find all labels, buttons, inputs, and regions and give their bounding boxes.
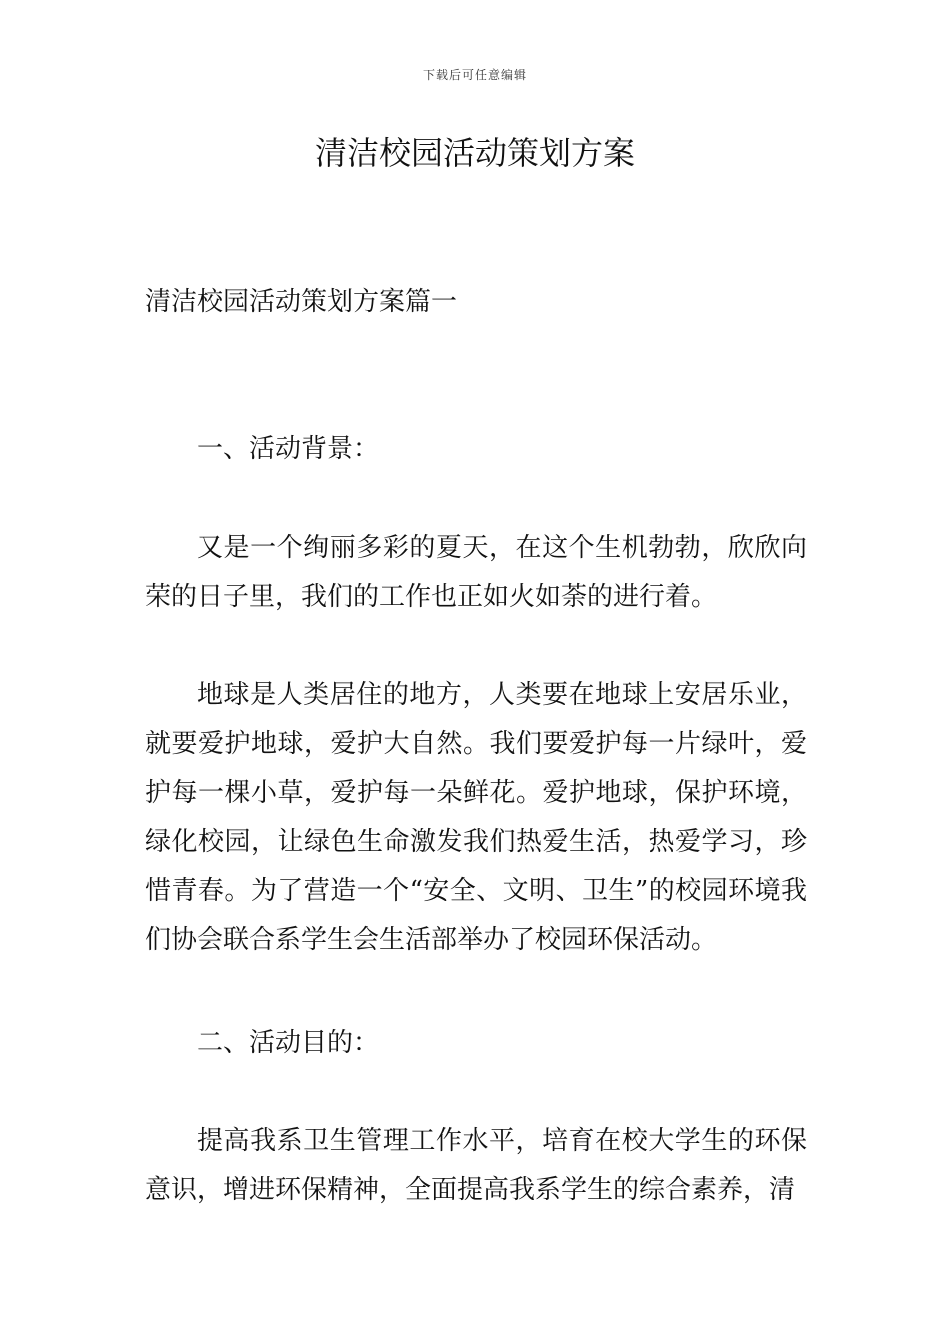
paragraph-background-2: 地球是人类居住的地方，人类要在地球上安居乐业，就要爱护地球，爱护大自然。我们要爱护每一片绿叶，爱护每一棵小草，爱护每一朵鲜花。爱护地球，保护环境，绿化校园，让绿色生命激发我们热爱生活，热爱学习，珍惜青春。为了营造一个“安全、文明、卫生”的校园环境我们协会联合系学生会生活部举办了校园环保活动。 — [145, 680, 807, 955]
paragraph-background-1: 又是一个绚丽多彩的夏天，在这个生机勃勃，欣欣向荣的日子里，我们的工作也正如火如荼的进行着。 — [145, 533, 807, 612]
section-heading-purpose: 二、活动目的： — [197, 1028, 380, 1058]
section-heading-background: 一、活动背景： — [197, 434, 380, 464]
header-note: 下载后可任意编辑 — [422, 68, 527, 82]
document-title: 清洁校园活动策划方案 — [314, 134, 635, 172]
document-subtitle: 清洁校园活动策划方案篇一 — [145, 287, 458, 317]
paragraph-purpose-1: 提高我系卫生管理工作水平，培育在校大学生的环保意识，增进环保精神，全面提高我系学生的综合素养，清 — [145, 1126, 807, 1205]
